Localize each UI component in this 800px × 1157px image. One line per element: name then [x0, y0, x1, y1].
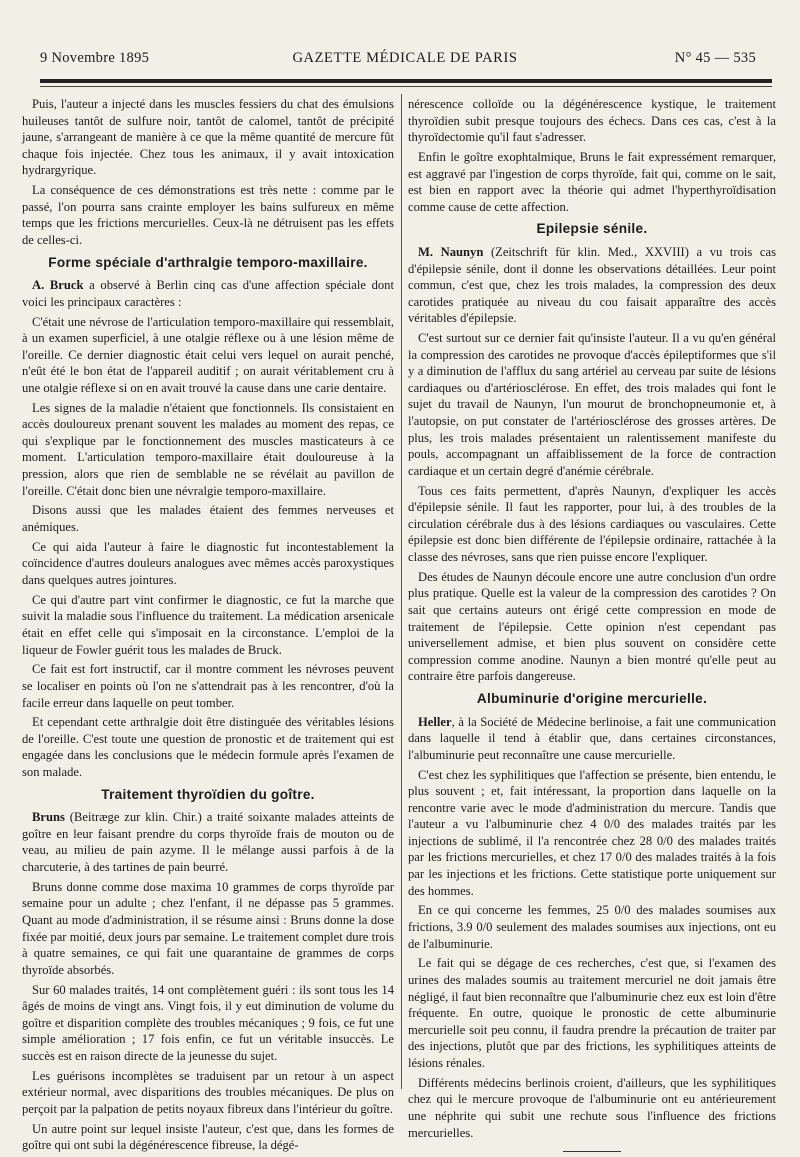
paragraph: [22, 277, 394, 310]
paragraph: C'est chez les syphilitiques que l'affection se présente, bien entendu, le plus souvent ; et, fait intéressant, la proportion dans laquelle on la rencontre varie avec le mode d'administration du mercure. Tandis que l'auteur a vu l'albuminurie chez 4 0/0 des malades traités par les injections de sublimé, il l'a rencontrée chez 28 0/0 des malades traités par les frictions mercurielles, et chez 17 0/0 des malades traités à la fois par les injections et les frictions. Cette statistique porte uniquement sur des hommes.: [408, 767, 776, 898]
paragraph: nérescence colloïde ou la dégénérescence kystique, le traitement thyroïdien subit presque toujours des échecs. Dans ces cas, c'est à la thyroïdectomie qu'il faut s'adresser.: [408, 97, 776, 145]
paragraph: Le fait qui se dégage de ces recherches, c'est que, si l'examen des urines des malades soumis au traitement mercuriel ne doit jamais être négligé, il faut bien reconnaître que l'albuminurie chez eux est loin d'être fréquente. En outre, quoique le pronostic de cette albuminurie mercurielle soit peu connu, il faudra prendre la précaution de traiter par des injections, plutôt que par des frictions, les syphilitiques atteints de lésions rénales.: [408, 956, 776, 1070]
paragraph: Tous ces faits permettent, d'après Naunyn, d'expliquer les accès d'épilepsie sénile. Il faut les rapporter, pour lui, à des troubles de la circulation cérébrale dus à des lésions cardiaques ou vasculaires. Cette épilepsie est donc bien différente de l'épilepsie ordinaire, rattachée à la classe des névroses, sans que rien puisse encore l'expliquer.: [408, 483, 776, 564]
author-name: Heller: [418, 714, 452, 729]
paragraph: Puis, l'auteur a injecté dans les muscles fessiers du chat des émulsions huileuses tantôt de sulfure noir, tantôt de calomel, tantôt de précipité jaune, s'arrangeant de manière à ce que la même quantité de mercure fût chaque fois injectée. Chez tous les animaux, il y avait intoxication hydrargyrique.: [22, 97, 394, 178]
paragraph: Bruns donne comme dose maxima 10 grammes de corps thyroïde par semaine pour un adulte ; chez l'enfant, il ne dépasse pas 5 grammes. Quant au mode d'administration, il se résume ainsi : Bruns donne la dose fixée par moitié, deux jours par semaine. Le traitement complet dure trois à quatre semaines, ce qui fait une quarantaine de grammes de corps thyroïde absorbés.: [22, 879, 394, 977]
page-header: [40, 50, 770, 72]
issue-number: N° 45 — 535: [674, 50, 756, 66]
author-name: Bruns: [32, 810, 65, 825]
end-rule: [563, 1151, 621, 1152]
paragraph: Et cependant cette arthralgie doit être distinguée des véritables lésions de l'oreille. C'est toute une question de pronostic et de traitement qui est engagée dans les conclusions que le médecin formule après l'examen de son malade.: [22, 715, 394, 780]
paragraph: Disons aussi que les malades étaient des femmes nerveuses et anémiques.: [22, 503, 394, 534]
section-heading: Albuminurie d'origine mercurielle.: [476, 690, 708, 706]
paragraph: C'est surtout sur ce dernier fait qu'insiste l'auteur. Il a vu qu'en général la compression des carotides ne provoque d'accès épileptiformes que s'il y a diminution de l'afflux du sang artériel au cerveau par suite de lésions cardiaques ou d'artériosclérose. En effet, des trois malades qui font le sujet du travail de Naunyn, l'un mourut de bronchopneumonie et, à l'autopsie, on put constater de l'artériosclérose des grosses artères. De plus, les trois malades présentaient un ralentissement manifeste du pouls, accompagnant un affaiblissement de la force de contraction cardiaque et un certain degré d'anémie cérébrale.: [408, 331, 776, 478]
right-column: [408, 96, 776, 1152]
column-divider: [401, 94, 402, 1089]
paragraph: Ce qui d'autre part vint confirmer le diagnostic, ce fut la marche que suivit la maladie sous l'influence du traitement. La médication arsenicale était en effet celle qui s'imposait en la circonstance. L'emploi de la liqueur de Fowler guérit tous les malades de Bruck.: [22, 592, 394, 657]
section-heading: Forme spéciale d'arthralgie temporo-maxillaire.: [48, 254, 368, 270]
paragraph-text: a observé à Berlin cinq cas d'une affection spéciale dont voici les principaux caractères :: [22, 278, 394, 309]
section-heading: Epilepsie sénile.: [536, 221, 648, 237]
paragraph: Un autre point sur lequel insiste l'auteur, c'est que, dans les formes de goître qui ont subi la dégénérescence fibreuse, la dégé-: [22, 1121, 394, 1153]
paragraph-text: , à la Société de Médecine berlinoise, a fait une communication dans laquelle il tend à établir que, dans certaines circonstances, l'albuminurie peut reconnaître une cause mercurielle.: [408, 714, 776, 762]
paragraph: [408, 244, 776, 327]
paragraph: Les signes de la maladie n'étaient que fonctionnels. Ils consistaient en accès douloureux prenant souvent les malades au moment des repas, ce qui s'explique par le fonctionnement des muscles masticateurs à ce moment. L'articulation temporo-maxillaire était douloureuse à la pression, alors que rien de semblable ne se révélait au pavillon de l'oreille. C'était donc bien une névralgie temporo-maxillaire.: [22, 400, 394, 498]
paragraph: En ce qui concerne les femmes, 25 0/0 des malades soumises aux frictions, 3.9 0/0 seulement des malades soumises aux injections, ont eu de l'albuminurie.: [408, 903, 776, 951]
paragraph: Enfin le goître exophtalmique, Bruns le fait expressément remarquer, est aggravé par l'ingestion de corps thyroïde, fait qui, comme on le sait, est bien en rapport avec la théorie qui admet l'hyperthyroïdisation comme cause de cette affection.: [408, 149, 776, 214]
paragraph: Des études de Naunyn découle encore une autre conclusion d'un ordre plus pratique. Quelle est la valeur de la compression des carotides ? On sait que certains auteurs ont érigé cette compression en mode de traitement de l'épilepsie. Cette opinion n'est cependant pas universellement admise, et bien plus souvent on considère cette compression comme anodine. Naunyn a bien montré qu'elle peut au contraire être parfois dangereuse.: [408, 569, 776, 684]
paragraph: Différents médecins berlinois croient, d'ailleurs, que les syphilitiques chez qui le mercure provoque de l'albuminurie ont eu antérieurement une néphrite qui subit une rechute sous l'influence des frictions mercurielles.: [408, 1075, 776, 1140]
paragraph-text: (Beitræge zur klin. Chir.) a traité soixante malades atteints de goître en leur faisant prendre du corps thyroïde frais de mouton ou de veau, au milieu de pain azyme. Il le mélange aussi parfois à de la charcuterie, à des tartines de pain beurré.: [22, 810, 394, 875]
header-rule-thick: [40, 79, 772, 83]
paragraph-text: (Zeitschrift für klin. Med., XXVIII) a vu trois cas d'épilepsie sénile, dont il donne les observations détaillées. Leur point commun, c'est que, chez les trois malades, la compression des deux carotides pratiquée au niveau du cou faisait apparaître des accès véritables d'épilepsie.: [408, 244, 776, 326]
issue-date: 9 Novembre 1895: [40, 50, 150, 66]
paragraph: Sur 60 malades traités, 14 ont complètement guéri : ils sont tous les 14 âgés de moins de vingt ans. Vingt fois, il y eut diminution de volume du goître et disparition complète des troubles mécaniques ; 9 fois, ce fut une simple amélioration ; 17 fois enfin, ce fut un véritable insuccès. Le succès est en raison directe de la jeunesse du sujet.: [22, 982, 394, 1063]
section-heading: Traitement thyroïdien du goître.: [101, 786, 315, 802]
paragraph: C'était une névrose de l'articulation temporo-maxillaire qui ressemblait, à un examen superficiel, à une otalgie réflexe ou à une lésion même de l'oreille. Ce dernier diagnostic était celui vers lequel on aurait penché, n'eût été le bon état de l'appareil auditif ; on aurait véritablement cru à une otalgie réflexe si on en avait trouvé la cause dans une carie dentaire.: [22, 314, 394, 395]
author-name: M. Naunyn: [418, 244, 484, 259]
header-rule-thin: [40, 86, 772, 87]
paragraph: Ce fait est fort instructif, car il montre comment les névroses peuvent se localiser en points où l'on ne s'attendrait pas à les rencontrer, d'où la facile erreur dans laquelle on peut tomber.: [22, 662, 394, 710]
paragraph: [408, 714, 776, 764]
paragraph: Ce qui aida l'auteur à faire le diagnostic fut incontestablement la coïncidence d'autres douleurs analogues avec mêmes accès paroxystiques dans quelques autres jointures.: [22, 539, 394, 587]
journal-title: GAZETTE MÉDICALE DE PARIS: [292, 50, 518, 66]
paragraph: La conséquence de ces démonstrations est très nette : comme par le passé, l'on pourra sans crainte employer les bains sulfureux en même temps que les frictions mercurielles. Ceux-là ne détruisent pas les effets de celles-ci.: [22, 183, 394, 247]
paragraph: [22, 809, 394, 875]
paragraph: Les guérisons incomplètes se traduisent par un retour à un aspect extérieur normal, avec disparitions des troubles mécaniques. De plus on perçoit par la palpation de petits noyaux fibreux dans l'intérieur du goître.: [22, 1068, 394, 1116]
author-name: A. Bruck: [32, 278, 84, 293]
left-column: [22, 96, 394, 1157]
